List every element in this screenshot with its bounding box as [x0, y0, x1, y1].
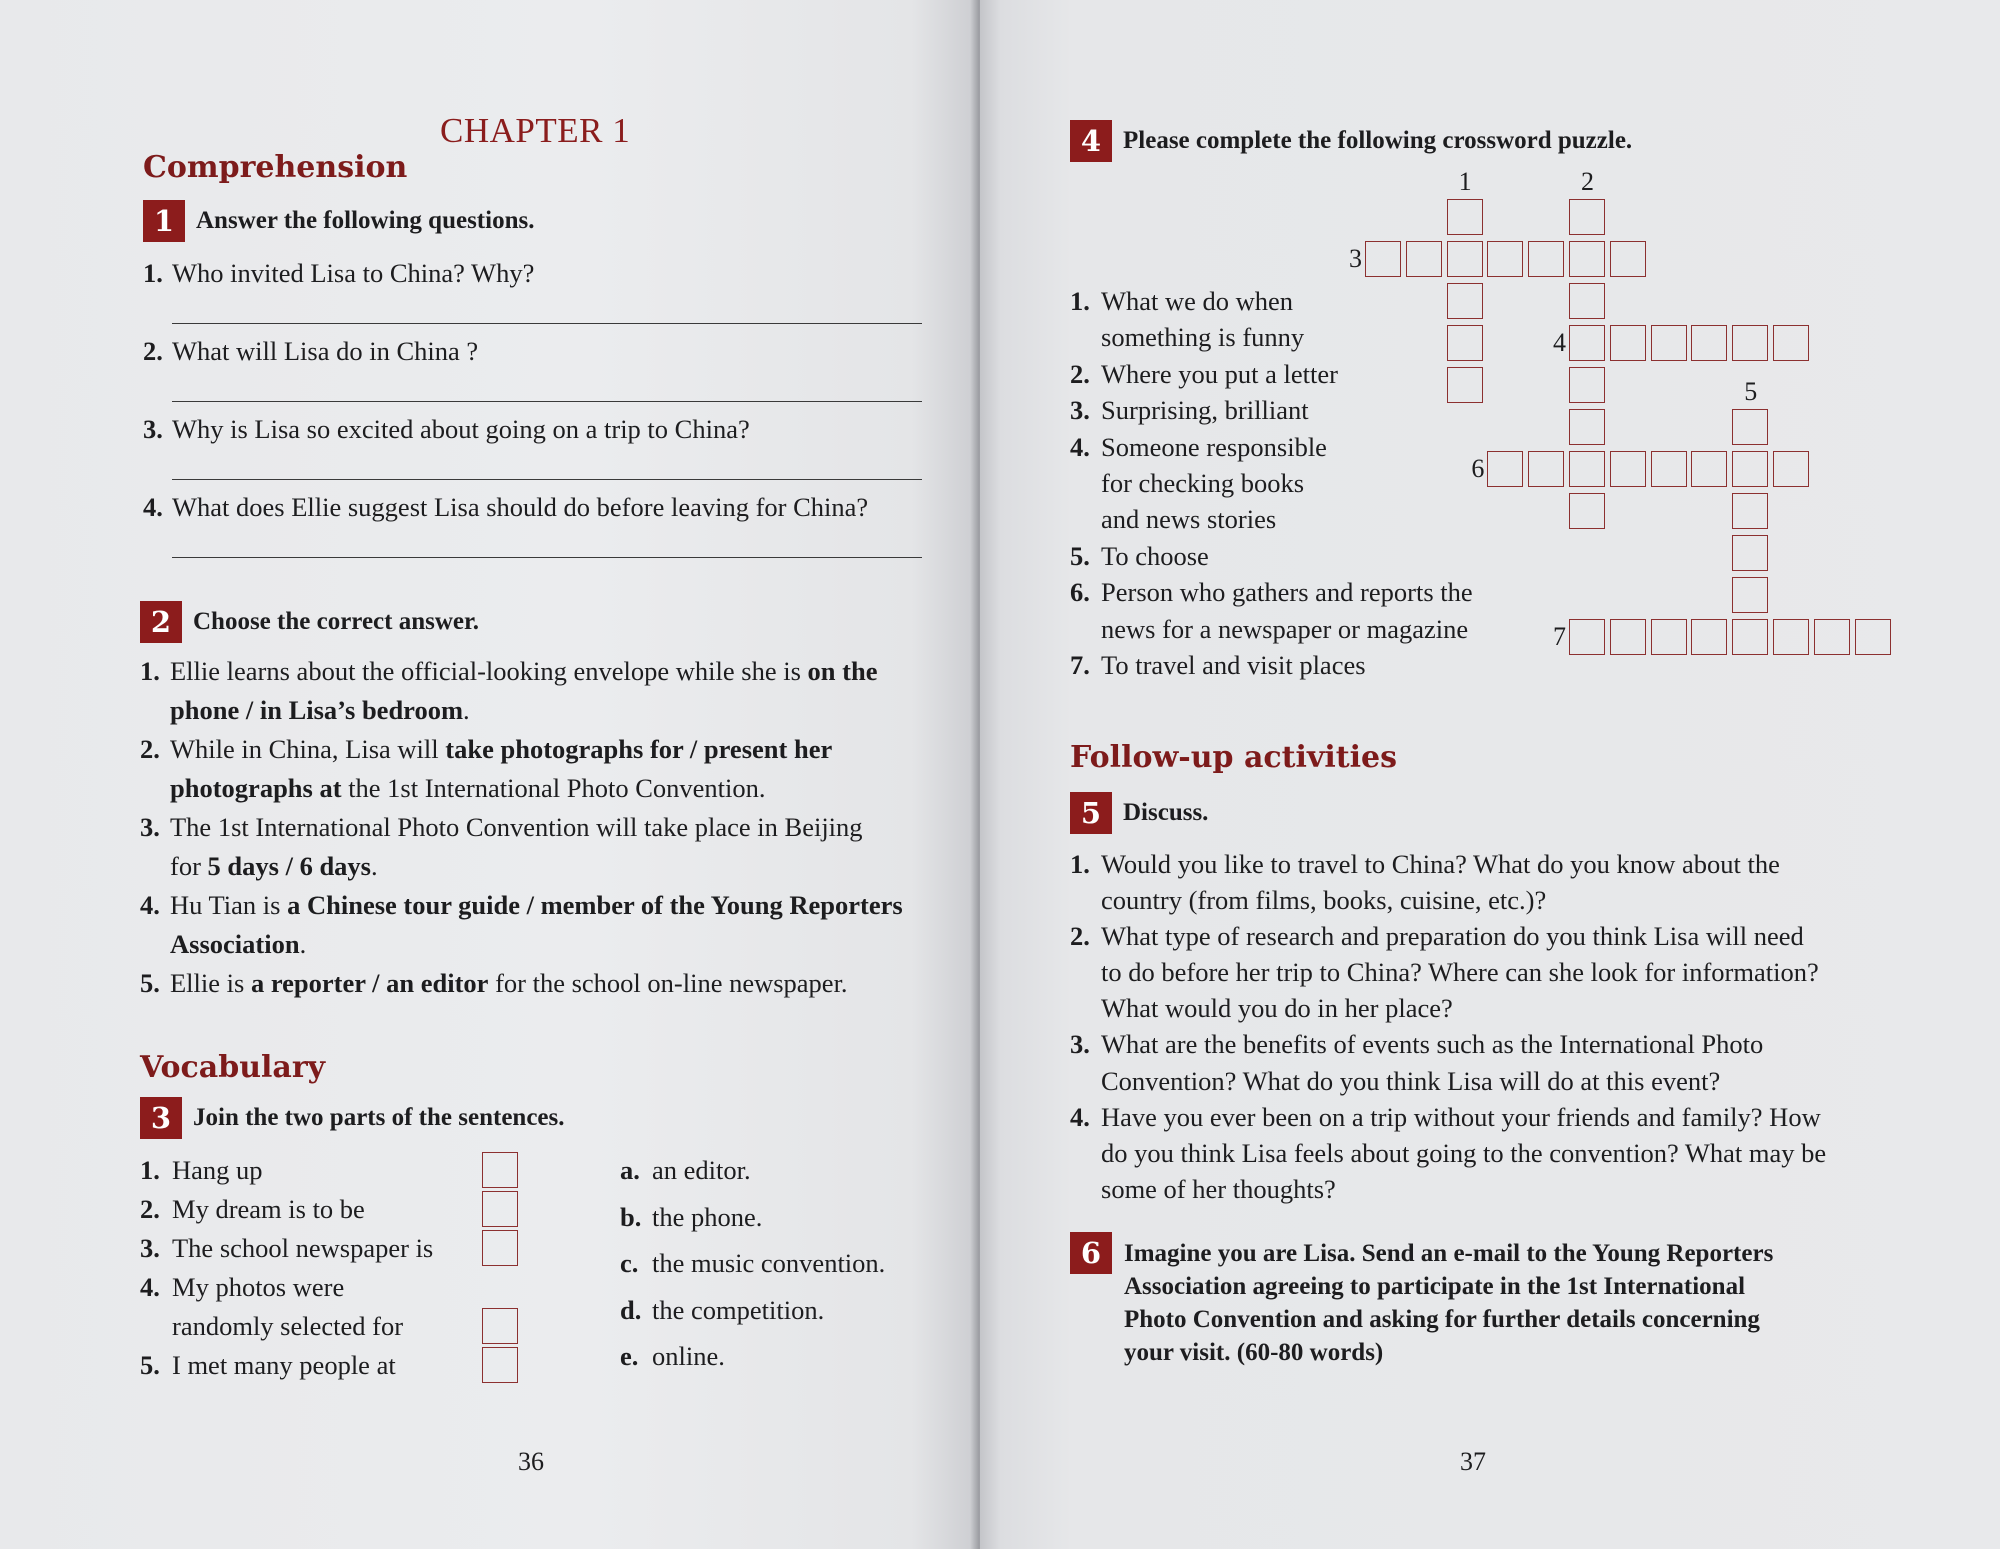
answer-line: [172, 401, 922, 402]
crossword-clue-text: something is funny: [1101, 322, 1305, 353]
crossword-clue-number: 5.: [1070, 540, 1090, 571]
text-segment: for the school on-line newspaper.: [488, 968, 848, 998]
crossword-cell: [1569, 325, 1605, 361]
answer-choice: 5 days / 6 days: [207, 851, 371, 881]
match-option-text: the competition.: [652, 1294, 825, 1325]
question-number: 1.: [143, 258, 163, 288]
crossword-number-label: 5: [1744, 376, 1758, 406]
match-item-text: The school newspaper is: [172, 1233, 434, 1263]
page-number-right: 37: [1460, 1447, 1486, 1476]
text-segment: The 1st International Photo Convention will take place in Beijing: [170, 812, 863, 842]
section-3-instruction: Join the two parts of the sentences.: [193, 1104, 565, 1131]
crossword-number-label: 4: [1553, 327, 1566, 357]
email-task-line: your visit. (60-80 words): [1124, 1339, 1384, 1366]
question-number: 2.: [143, 336, 163, 366]
match-option-text: the phone.: [652, 1201, 763, 1232]
choice-item-number: 4.: [140, 890, 160, 920]
match-item-text: My photos were: [172, 1272, 345, 1302]
match-item-number: 4.: [140, 1272, 160, 1302]
section-2-header: [140, 601, 479, 643]
discussion-item-text: Convention? What do you think Lisa will do at this event?: [1101, 1065, 1721, 1096]
crossword-clue-number: 3.: [1070, 395, 1090, 426]
crossword-clue-text: To travel and visit places: [1101, 649, 1366, 680]
answer-box: [482, 1152, 518, 1188]
crossword-number-label: 7: [1553, 621, 1566, 651]
discussion-item-number: 3.: [1070, 1029, 1090, 1060]
question-text: What will Lisa do in China ?: [172, 336, 479, 366]
section-5-header: [1070, 792, 1208, 834]
crossword-cell: [1610, 325, 1646, 361]
crossword-cell: [1651, 451, 1687, 487]
follow-up-heading: Follow-up activities: [1070, 740, 1397, 775]
section-5-instruction: Discuss.: [1123, 799, 1209, 826]
crossword-cell: [1773, 451, 1809, 487]
crossword-cell: [1732, 325, 1768, 361]
choice-item-number: 2.: [140, 734, 160, 764]
vocabulary-heading: Vocabulary: [140, 1050, 326, 1085]
crossword-clue-text: Someone responsible: [1101, 431, 1327, 462]
answer-choice: a Chinese tour guide / member of the Young Reporters: [287, 890, 903, 920]
crossword-cell: [1569, 367, 1605, 403]
crossword-cell: [1528, 241, 1564, 277]
text-segment: Ellie is: [170, 968, 251, 998]
match-option-text: online.: [652, 1341, 725, 1371]
crossword-cell: [1447, 367, 1483, 403]
comprehension-heading: Comprehension: [143, 150, 408, 185]
crossword-cell: [1651, 325, 1687, 361]
choice-item-number: 5.: [140, 968, 160, 998]
crossword-cell: [1773, 325, 1809, 361]
crossword-cell: [1651, 619, 1687, 655]
crossword-clue-number: 6.: [1070, 577, 1090, 608]
crossword-cell: [1732, 409, 1768, 445]
text-segment: While in China, Lisa will: [170, 734, 446, 764]
choice-item-text: [170, 925, 306, 964]
match-item-number: 3.: [140, 1233, 160, 1263]
section-3-badge: 3: [140, 1097, 182, 1139]
discussion-item-text: to do before her trip to China? Where can she look for information?: [1101, 957, 1819, 988]
crossword-number-label: 2: [1581, 167, 1594, 196]
crossword-cell: [1610, 451, 1646, 487]
email-task-line: Imagine you are Lisa. Send an e-mail to the Young Reporters: [1124, 1240, 1774, 1267]
crossword-cell: [1447, 241, 1483, 277]
text-segment: .: [463, 695, 470, 725]
discussion-item-number: 4.: [1070, 1101, 1090, 1132]
answer-choice: photographs at: [170, 773, 342, 803]
text-segment: .: [299, 929, 307, 959]
crossword-number-label: 3: [1349, 243, 1362, 273]
crossword-clue-number: 1.: [1070, 286, 1090, 316]
crossword-cell: [1528, 451, 1564, 487]
crossword-clue-text: Where you put a letter: [1101, 358, 1338, 389]
chapter-title: CHAPTER 1: [440, 111, 631, 150]
section-3-header: [140, 1097, 564, 1139]
crossword-cell: [1406, 241, 1442, 277]
crossword-cell: [1814, 619, 1850, 655]
email-task-instruction: [1124, 1237, 1773, 1369]
discussion-item-text: do you think Lisa feels about going to the convention? What may be: [1101, 1137, 1827, 1168]
discussion-item-text: What would you do in her place?: [1101, 993, 1453, 1024]
crossword-cell: [1447, 199, 1483, 235]
crossword-cell: [1569, 493, 1605, 529]
text-segment: the 1st International Photo Convention.: [341, 773, 766, 803]
match-option-text: the music convention.: [652, 1248, 886, 1278]
crossword-clue-text: Surprising, brilliant: [1101, 395, 1309, 426]
crossword-cell: [1487, 241, 1523, 277]
crossword-cell: [1569, 409, 1605, 445]
crossword-cell: [1610, 241, 1646, 277]
choice-item-text: [170, 847, 378, 886]
crossword-cell: [1487, 451, 1523, 487]
answer-choice: on the: [807, 656, 878, 686]
discussion-item-number: 1.: [1070, 849, 1090, 879]
section-5-badge: 5: [1070, 792, 1112, 834]
match-option-text: an editor.: [652, 1155, 751, 1185]
match-item-number: 2.: [140, 1194, 160, 1224]
text-segment: Ellie learns about the official-looking envelope while she is: [170, 656, 808, 686]
choice-item-text: [170, 964, 848, 1003]
match-item-text: My dream is to be: [172, 1194, 365, 1224]
answer-choice: phone / in Lisa’s bedroom: [170, 695, 464, 725]
crossword-cell: [1569, 241, 1605, 277]
crossword-clue-number: 4.: [1070, 431, 1090, 462]
match-item-number: 1.: [140, 1155, 160, 1185]
text-segment: .: [371, 851, 378, 881]
answer-choice: a reporter / an editor: [250, 968, 489, 998]
crossword-cell: [1855, 619, 1891, 655]
match-option-number: d.: [620, 1294, 642, 1325]
section-1-instruction: Answer the following questions.: [196, 207, 535, 234]
discussion-item-text: Have you ever been on a trip without your friends and family? How: [1101, 1101, 1821, 1132]
match-item-text: I met many people at: [172, 1350, 396, 1380]
match-option-number: c.: [620, 1248, 639, 1278]
answer-choice: Association: [170, 929, 300, 959]
choice-item-text: [170, 769, 766, 808]
question-text: What does Ellie suggest Lisa should do before leaving for China?: [172, 492, 869, 522]
section-1-header: [143, 200, 534, 242]
crossword-cell: [1732, 535, 1768, 571]
answer-line: [172, 323, 922, 324]
discussion-item-text: some of her thoughts?: [1101, 1173, 1336, 1204]
crossword-cell: [1773, 619, 1809, 655]
crossword-cell: [1447, 283, 1483, 319]
discussion-item-text: Would you like to travel to China? What do you know about the: [1101, 849, 1780, 879]
crossword-clue-text: for checking books: [1101, 467, 1305, 498]
answer-choice: take photographs for / present her: [445, 734, 833, 764]
discussion-item-text: What type of research and preparation do you think Lisa will need: [1101, 921, 1804, 952]
choice-item-text: [170, 691, 470, 730]
match-item-number: 5.: [140, 1350, 160, 1380]
crossword-cell: [1569, 451, 1605, 487]
crossword-cell: [1732, 451, 1768, 487]
question-number: 3.: [143, 414, 163, 444]
crossword-cell: [1691, 451, 1727, 487]
crossword-cell: [1447, 325, 1483, 361]
answer-line: [172, 557, 922, 558]
text-segment: for: [170, 851, 208, 881]
answer-box: [482, 1308, 518, 1344]
question-text: Who invited Lisa to China? Why?: [172, 258, 535, 288]
crossword-clue-text: What we do when: [1101, 286, 1294, 316]
crossword-cell: [1569, 283, 1605, 319]
email-task-line: Photo Convention and asking for further details concerning: [1124, 1306, 1760, 1333]
choice-item-text: [170, 886, 903, 925]
answer-box: [482, 1347, 518, 1383]
choice-item-number: 3.: [140, 812, 160, 842]
crossword-number-label: 1: [1458, 167, 1472, 196]
match-item-text: Hang up: [172, 1155, 263, 1185]
section-4-instruction: Please complete the following crossword puzzle.: [1123, 127, 1633, 154]
crossword-cell: [1569, 619, 1605, 655]
section-2-badge: 2: [140, 601, 182, 643]
choice-item-text: [170, 808, 863, 847]
crossword-cell: [1569, 199, 1605, 235]
discussion-item-number: 2.: [1070, 921, 1090, 952]
answer-box: [482, 1191, 518, 1227]
answer-box: [482, 1230, 518, 1266]
discussion-item-text: What are the benefits of events such as the International Photo: [1101, 1029, 1764, 1060]
crossword-clue-text: news for a newspaper or magazine: [1101, 613, 1469, 644]
crossword-clue-text: Person who gathers and reports the: [1101, 577, 1473, 608]
page-number-left: 36: [518, 1447, 544, 1476]
question-text: Why is Lisa so excited about going on a trip to China?: [172, 414, 750, 444]
choice-item-text: [170, 652, 878, 691]
crossword-cell: [1610, 619, 1646, 655]
crossword-clue-text: To choose: [1101, 540, 1209, 571]
crossword-cell: [1732, 619, 1768, 655]
left-page: [0, 0, 980, 1549]
match-option-number: b.: [620, 1201, 642, 1232]
crossword-cell: [1732, 493, 1768, 529]
discussion-item-text: country (from films, books, cuisine, etc.)?: [1101, 885, 1547, 916]
answer-line: [172, 479, 922, 480]
crossword-cell: [1691, 325, 1727, 361]
email-task-line: Association agreeing to participate in the 1st International: [1124, 1273, 1746, 1300]
section-6-badge: 6: [1070, 1232, 1112, 1274]
choice-item-number: 1.: [140, 656, 160, 686]
section-1-badge: 1: [143, 200, 185, 242]
crossword-cell: [1691, 619, 1727, 655]
crossword-cell: [1732, 577, 1768, 613]
crossword-cell: [1365, 241, 1401, 277]
crossword-clue-number: 7.: [1070, 649, 1090, 680]
match-option-number: a.: [620, 1155, 640, 1185]
crossword-clue-number: 2.: [1070, 358, 1090, 389]
text-segment: Hu Tian is: [170, 890, 288, 920]
choice-item-text: [170, 730, 832, 769]
crossword-number-label: 6: [1471, 453, 1485, 483]
match-option-number: e.: [620, 1341, 639, 1371]
question-number: 4.: [143, 492, 163, 522]
crossword-clue-text: and news stories: [1101, 504, 1277, 535]
right-page: [980, 0, 2000, 1549]
section-4-badge: 4: [1070, 120, 1112, 162]
match-item-text: randomly selected for: [172, 1311, 404, 1341]
section-2-instruction: Choose the correct answer.: [193, 608, 480, 635]
